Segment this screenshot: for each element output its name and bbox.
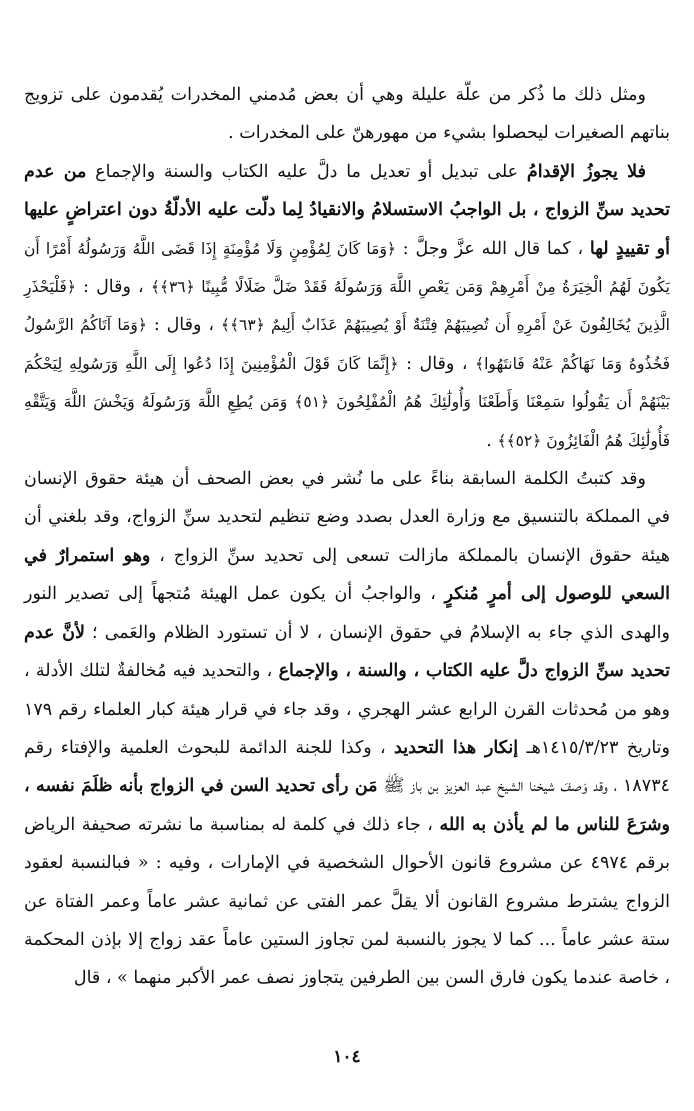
bold-phrase: لأنَّ عدم تحديد سنِّ الزواج دلَّ عليه الكتاب ، والسنة ، والإجماع bbox=[24, 622, 670, 682]
text-span: ، وقال : bbox=[146, 315, 221, 336]
quran-verse-nur-63: ﴿فَلْيَحْذَرِ الَّذِينَ يُخَالِفُونَ عَنْ أَمْرِهِ أَن تُصِيبَهُمْ فِتْنَةٌ أَوْ يُصِيبَهُمْ عَذَابٌ أَلِيمٌ ﴿٦٣﴾﴾ bbox=[24, 278, 670, 335]
text-span: ، والتحديد فيه مُخالفةٌ لتلك الأدلة ، وهو من مُحدثات القرن الرابع عشر الهجري ، وقد جاء في قرار هيئة كبار العلماء رقم ١٧٩ وتاريخ ١٤١٥/٣/٢٣هـ bbox=[24, 661, 670, 758]
paragraph-no-age-limit bbox=[24, 153, 670, 460]
quran-verse-nur-51-52: ﴿إِنَّمَا كَانَ قَوْلَ الْمُؤْمِنِينَ إِذَا دُعُوا إِلَى اللَّهِ وَرَسُولِهِ لِيَحْكُمَ بَيْنَهُمْ أَن يَقُولُوا سَمِعْنَا وَأَطَعْنَا وَأُولَٰئِكَ هُمُ الْمُفْلِحُونَ ﴿٥١﴾ وَمَن يُطِعِ اللَّهَ وَرَسُولَهُ وَيَخْشَ اللَّهَ وَيَتَّقْهِ فَأُولَٰئِكَ هُمُ الْفَائِزُونَ ﴿٥٢﴾﴾ bbox=[24, 354, 670, 450]
bold-phrase: إنكار هذا التحديد bbox=[394, 737, 519, 758]
bold-phrase: وهو استمرارٌ في السعي للوصول إلى أمرٍ مُنكرٍ bbox=[24, 545, 670, 605]
page-number: ١٠٤ bbox=[333, 1047, 361, 1067]
text-span: ، وقال : bbox=[398, 353, 476, 374]
text-span: على تبديل أو تعديل ما دلَّ عليه الكتاب والسنة والإجماع bbox=[86, 161, 527, 182]
page-body bbox=[24, 76, 670, 998]
text-span: ، والواجبُ أن يكون عمل الهيئة مُتجهاً إلى تصدير النور والهدى الذي جاء به الإسلامُ في حقوق الإنسان ، لا أن تستورد الظلام والعَمى ؛ bbox=[24, 584, 670, 643]
text-span: ، كما قال الله عزَّ وجلَّ : bbox=[396, 238, 590, 259]
bold-phrase: من عدم تحديد سنِّ الزواج ، بل الواجبُ الاستسلامُ والانقيادُ لِما دلّت عليه الأدلّةُ دون اعتراضٍ عليها أو تقييدٍ لها bbox=[24, 161, 670, 259]
quran-verse-ahzab-36: ﴿وَمَا كَانَ لِمُؤْمِنٍ وَلَا مُؤْمِنَةٍ إِذَا قَضَى اللَّهُ وَرَسُولُهُ أَمْرًا أَن يَكُونَ لَهُمُ الْخِيَرَةُ مِنْ أَمْرِهِمْ وَمَن يَعْصِ اللَّهَ وَرَسُولَهُ فَقَدْ ضَلَّ ضَلَالًا مُّبِينًا ﴿٣٦﴾﴾ bbox=[24, 239, 670, 297]
quran-verse-hashr-7: ﴿وَمَا آتَاكُمُ الرَّسُولُ فَخُذُوهُ وَمَا نَهَاكُمْ عَنْهُ فَانتَهُوا﴾ bbox=[24, 316, 670, 373]
text-span: ، وقال : bbox=[75, 277, 151, 298]
paragraph-drug-addicts: ومثل ذلك ما ذُكر من علّة عليلة وهي أن بعض مُدمني المخدرات يُقدمون على تزويج بناتهم الصغيرات ليحصلوا بشيء من مهورهنّ على المخدرات . bbox=[24, 85, 670, 144]
text-span: وقد كتبتُ الكلمة السابقة بناءً على ما نُشر في بعض الصحف أن هيئة حقوق الإنسان في المملكة بالتنسيق مع وزارة العدل بصدد وضع تنظيم لتحديد سنِّ الزواج، وقد بلغني أن هيئة حقوق الإنسان بالمملكة مازالت تسعى إلى تحديد سنِّ الزواج ، bbox=[24, 469, 670, 566]
bold-phrase: مَن رأى تحديد السن في الزواج بأنه ظلَمَ نفسه ، وشرَعَ للناس ما لم يأذن به الله bbox=[24, 776, 670, 835]
text-span: ، وكذا للجنة الدائمة للبحوث العلمية والإفتاء رقم ١٨٧٣٤ ، وقد وَصفَ شيخنا الشيخ عبد العزيز بن باز ﷺ bbox=[24, 737, 670, 797]
text-span: . bbox=[486, 430, 498, 451]
paragraph-human-rights-commission bbox=[24, 460, 670, 998]
bold-phrase: فلا يجوزُ الإقدامُ bbox=[526, 161, 646, 182]
text-span: ، جاء ذلك في كلمة له بمناسبة ما نشرته صحيفة الرياض برقم ٤٩٧٤ عن مشروع قانون الأحوال الشخصية في الإمارات ، وفيه : « فبالنسبة لعقود الزواج يشترط مشروع القانون ألا يقلَّ عمر الفتى عن ثمانية عشر عاماً وعمر الفتاة عن ستة عشر عاماً ... كما لا يجوز بالنسبة لمن تجاوز الستين عاماً عقد زواج إلا بإذن المحكمة ، خاصة عندما يكون فارق السن بين الطرفين يتجاوز نصف عمر الأكبر منهما » ، قال bbox=[24, 814, 670, 989]
